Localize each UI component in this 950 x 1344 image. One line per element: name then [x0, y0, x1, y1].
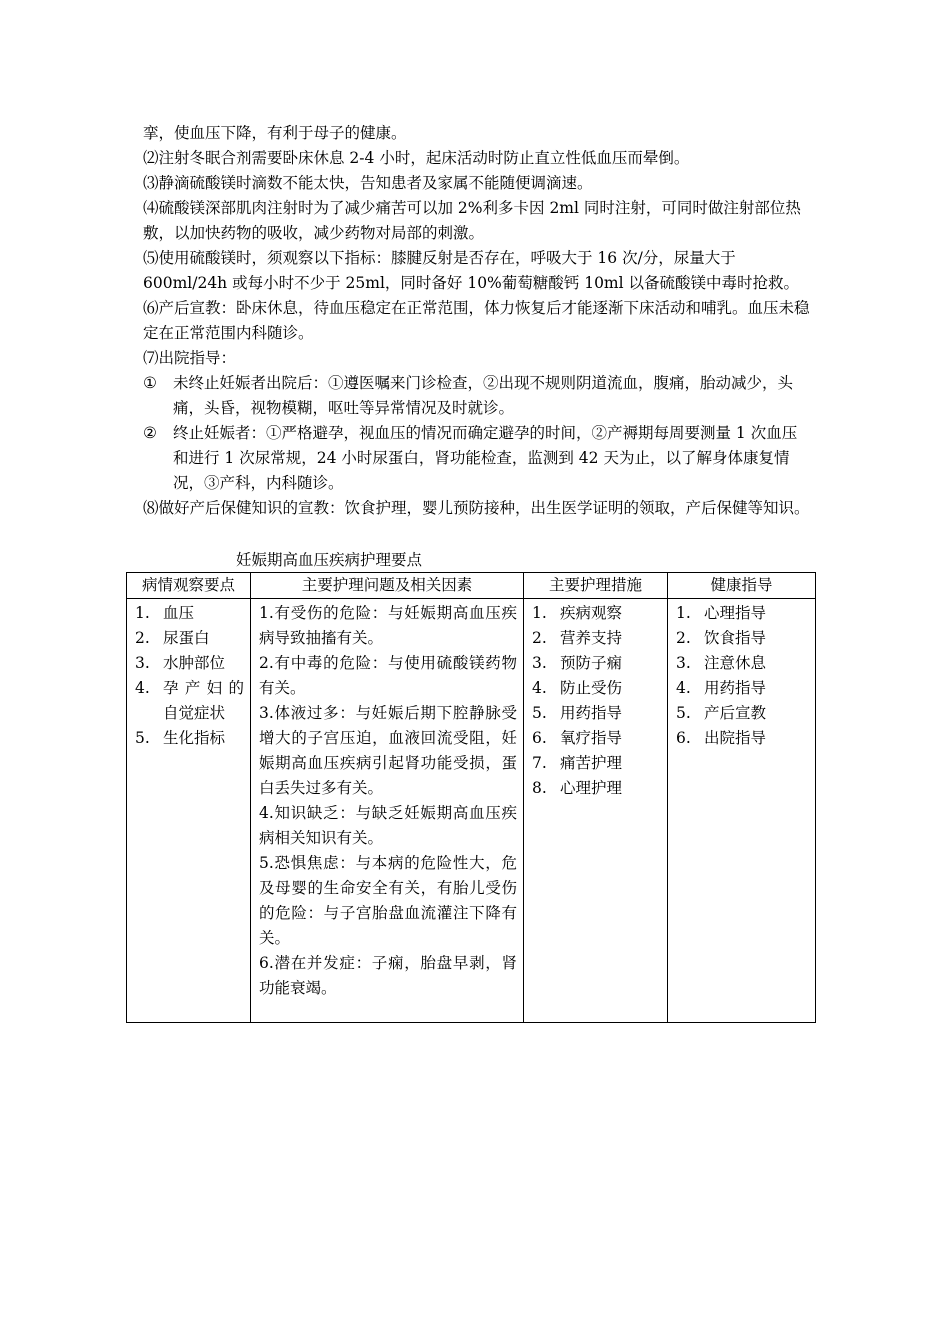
list-text: 防止受伤	[560, 679, 623, 697]
list-item	[676, 626, 809, 651]
problem-item: 6.潜在并发症：子痫，胎盘早剥，肾功能衰竭。	[259, 954, 517, 997]
list-text: 孕产妇的	[163, 679, 244, 697]
discharge-item	[143, 421, 811, 496]
list-text: 营养支持	[560, 629, 623, 647]
list-text: 心理护理	[560, 779, 623, 797]
list-number: 6.	[676, 729, 691, 747]
header-problems: 主要护理问题及相关因素	[251, 573, 524, 599]
list-number: 4.	[532, 679, 547, 697]
list-text: 心理指导	[704, 604, 767, 622]
table-row	[127, 599, 816, 1023]
measures-cell	[524, 599, 668, 1023]
list-item	[135, 676, 244, 726]
problem-item: 5.恐惧焦虑：与本病的危险性大，危及母婴的生命安全有关，有胎儿受伤的危险：与子宫胎盘血流灌注下降有关。	[259, 854, 517, 947]
list-number: 1.	[676, 604, 691, 622]
list-item	[135, 726, 244, 751]
header-observation: 病情观察要点	[127, 573, 251, 599]
list-text: 用药指导	[560, 704, 623, 722]
item-text: 未终止妊娠者出院后：①遵医嘱来门诊检查，②出现不规则阴道流血，腹痛，胎动减少，头痛，头昏，视物模糊，呕吐等异常情况及时就诊。	[173, 374, 794, 417]
observation-cell	[127, 599, 251, 1023]
problems-cell	[251, 599, 524, 1023]
list-item	[532, 751, 661, 776]
problem-item: 4.知识缺乏：与缺乏妊娠期高血压疾病相关知识有关。	[259, 804, 517, 847]
document-body	[143, 121, 811, 521]
list-text: 产后宣教	[704, 704, 767, 722]
paragraph: ⑵注射冬眠合剂需要卧床休息 2-4 小时，起床活动时防止直立性低血压而晕倒。	[143, 149, 690, 167]
list-item	[676, 726, 809, 751]
list-item	[676, 651, 809, 676]
problem-item: 1.有受伤的危险：与妊娠期高血压疾病导致抽搐有关。	[259, 604, 517, 647]
list-text: 血压	[163, 604, 195, 622]
item-marker: ②	[143, 424, 157, 442]
list-number: 3.	[135, 654, 150, 672]
item-marker: ①	[143, 374, 157, 392]
list-item	[135, 601, 244, 626]
list-item	[676, 701, 809, 726]
list-text: 水肿部位	[163, 654, 226, 672]
list-item	[532, 601, 661, 626]
list-number: 2.	[532, 629, 547, 647]
problem-item: 2.有中毒的危险：与使用硫酸镁药物有关。	[259, 654, 517, 697]
paragraph: ⑶静滴硫酸镁时滴数不能太快，告知患者及家属不能随便调滴速。	[143, 174, 593, 192]
list-text: 预防子痫	[560, 654, 623, 672]
list-number: 1.	[532, 604, 547, 622]
list-item	[532, 726, 661, 751]
list-number: 5.	[135, 729, 150, 747]
list-item	[676, 601, 809, 626]
list-item	[532, 701, 661, 726]
list-number: 3.	[532, 654, 547, 672]
header-measures: 主要护理措施	[524, 573, 668, 599]
paragraph: ⑺出院指导：	[143, 349, 237, 367]
list-number: 8.	[532, 779, 547, 797]
list-item	[532, 651, 661, 676]
list-number: 1.	[135, 604, 150, 622]
list-text: 用药指导	[704, 679, 767, 697]
problem-item: 3.体液过多：与妊娠后期下腔静脉受增大的子宫压迫，血液回流受阻，妊娠期高血压疾病引起肾功能受损，蛋白丢失过多有关。	[259, 704, 517, 797]
list-number: 2.	[676, 629, 691, 647]
list-number: 3.	[676, 654, 691, 672]
header-guidance: 健康指导	[668, 573, 816, 599]
list-item	[676, 676, 809, 701]
list-item	[532, 676, 661, 701]
list-text: 生化指标	[163, 729, 226, 747]
list-number: 4.	[676, 679, 691, 697]
list-text-continued: 自觉症状	[163, 704, 226, 722]
paragraph: ⑻做好产后保健知识的宣教：饮食护理，婴儿预防接种，出生医学证明的领取，产后保健等知识。	[143, 499, 810, 517]
list-number: 2.	[135, 629, 150, 647]
list-text: 痛苦护理	[560, 754, 623, 772]
discharge-item	[143, 371, 811, 421]
list-text: 氧疗指导	[560, 729, 623, 747]
paragraph: ⑸使用硫酸镁时，须观察以下指标：膝腱反射是否存在，呼吸大于 16 次/分，尿量大于 600ml/24h 或每小时不少于 25ml，同时备好 10%葡萄糖酸钙 10ml 以备硫酸镁中毒时抢救。	[143, 249, 800, 292]
paragraph: ⑷硫酸镁深部肌肉注射时为了减少痛苦可以加 2%利多卡因 2ml 同时注射，可同时做注射部位热敷，以加快药物的吸收，减少药物对局部的刺激。	[143, 199, 801, 242]
list-number: 6.	[532, 729, 547, 747]
list-item	[135, 651, 244, 676]
list-text: 注意休息	[704, 654, 767, 672]
list-item	[135, 626, 244, 651]
list-number: 4.	[135, 679, 150, 697]
item-text: 终止妊娠者：①严格避孕，视血压的情况而确定避孕的时间，②产褥期每周要测量 1 次血压和进行 1 次尿常规，24 小时尿蛋白，肾功能检查，监测到 42 天为止，以了解身体康复情况，③产科，内科随诊。	[173, 424, 798, 492]
paragraph: 挛，使血压下降，有利于母子的健康。	[143, 124, 407, 142]
list-item	[532, 776, 661, 801]
list-number: 7.	[532, 754, 547, 772]
list-text: 疾病观察	[560, 604, 623, 622]
list-item	[532, 626, 661, 651]
guidance-cell	[668, 599, 816, 1023]
list-text: 尿蛋白	[163, 629, 210, 647]
list-text: 出院指导	[704, 729, 767, 747]
table-caption: 妊娠期高血压疾病护理要点	[236, 551, 423, 569]
list-text: 饮食指导	[704, 629, 767, 647]
table-header-row	[127, 573, 816, 599]
list-number: 5.	[676, 704, 691, 722]
paragraph: ⑹产后宣教：卧床休息，待血压稳定在正常范围，体力恢复后才能逐渐下床活动和哺乳。血压未稳定在正常范围内科随诊。	[143, 299, 810, 342]
list-number: 5.	[532, 704, 547, 722]
nursing-points-table	[126, 572, 816, 1023]
